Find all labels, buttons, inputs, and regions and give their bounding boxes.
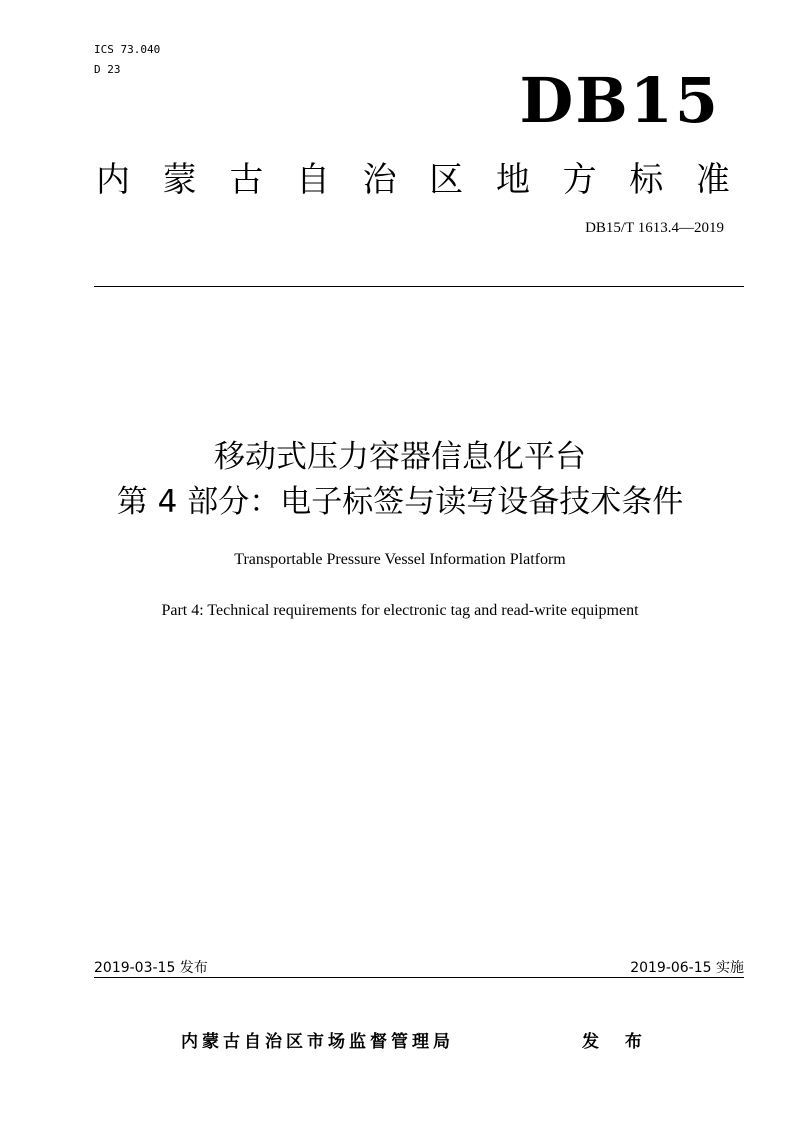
standard-type-char: 方 xyxy=(562,160,597,200)
classification-code: D 23 xyxy=(94,63,121,76)
standard-type-char: 准 xyxy=(695,160,730,200)
db-code-logo: DB15 xyxy=(519,64,720,137)
standard-type-char: 地 xyxy=(495,160,530,200)
publisher-name: 内蒙古自治区市场监督管理局 xyxy=(181,1032,454,1052)
standard-type-char: 古 xyxy=(229,160,264,200)
publish-label: 发 布 xyxy=(582,1032,652,1052)
footer-divider xyxy=(94,977,744,978)
standard-type-char: 治 xyxy=(362,160,397,200)
standard-type-char: 自 xyxy=(295,160,330,200)
title-chinese-line-1: 移动式压力容器信息化平台 xyxy=(214,439,586,475)
standard-type-heading xyxy=(96,160,730,200)
title-chinese-line-2: 第 4 部分：电子标签与读写设备技术条件 xyxy=(116,484,684,520)
standard-type-char: 区 xyxy=(429,160,464,200)
ics-code: ICS 73.040 xyxy=(94,43,161,56)
title-english-line-2: Part 4: Technical requirements for electronic tag and read-write equipment xyxy=(161,602,639,619)
standard-type-char: 蒙 xyxy=(162,160,197,200)
standard-type-char: 标 xyxy=(629,160,664,200)
header-divider xyxy=(94,286,744,287)
standard-number: DB15/T 1613.4—2019 xyxy=(585,220,724,236)
issue-date: 2019-03-15 发布 xyxy=(94,960,208,976)
standard-type-char: 内 xyxy=(96,160,130,200)
title-english-line-1: Transportable Pressure Vessel Information Platform xyxy=(234,551,566,568)
implementation-date: 2019-06-15 实施 xyxy=(630,960,744,976)
